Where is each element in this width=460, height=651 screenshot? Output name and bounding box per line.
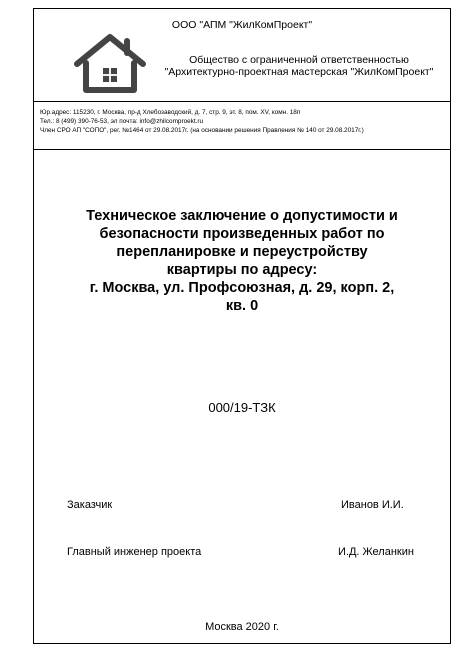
chief-engineer-label: Главный инженер проекта [67,546,202,558]
requisites-sro: Член СРО АП "СОПО", рег. №1464 от 29.08.2017г. (на основании решения Правления № 140 от 29.08.2017г.) [40,127,364,134]
document-frame [33,8,451,644]
document-title [70,207,414,315]
customer-label: Заказчик [67,499,113,511]
document-code: 000/19-ТЗК [208,400,276,415]
title-line: кв. 0 [225,298,259,314]
org-short-name: ООО "АПМ "ЖилКомПроект" [171,19,313,31]
chief-engineer-name: И.Д. Желанкин [338,546,414,558]
requisites-contacts: Тел.: 8 (499) 390-76-53, эл почта: info@zhilcomproekt.ru [40,118,204,125]
bottom-divider [34,149,450,150]
title-line: г. Москва, ул. Профсоюзная, д. 29, корп. 2, [89,280,395,296]
org-full-line-2: "Архитектурно-проектная мастерская "ЖилКомПроект" [164,66,434,78]
org-full-line-1: Общество с ограниченной ответственностью [189,54,409,66]
customer-name: Иванов И.И. [341,499,404,511]
title-line: перепланировке и переустройству [116,244,368,260]
title-line: Техническое заключение о допустимости и [86,208,398,224]
org-full-name [154,54,444,78]
title-line: безопасности произведенных работ по [99,226,385,242]
title-line: квартиры по адресу: [166,262,318,278]
requisites-address: Юр.адрес: 115230, г. Москва, пр-д Хлебозаводский, д. 7, стр. 9, эт. 8, пом. XV, комн. 18п [40,109,301,116]
city-year: Москва 2020 г. [205,621,279,633]
top-divider [34,101,450,102]
requisites [40,108,446,135]
house-icon [70,31,150,97]
